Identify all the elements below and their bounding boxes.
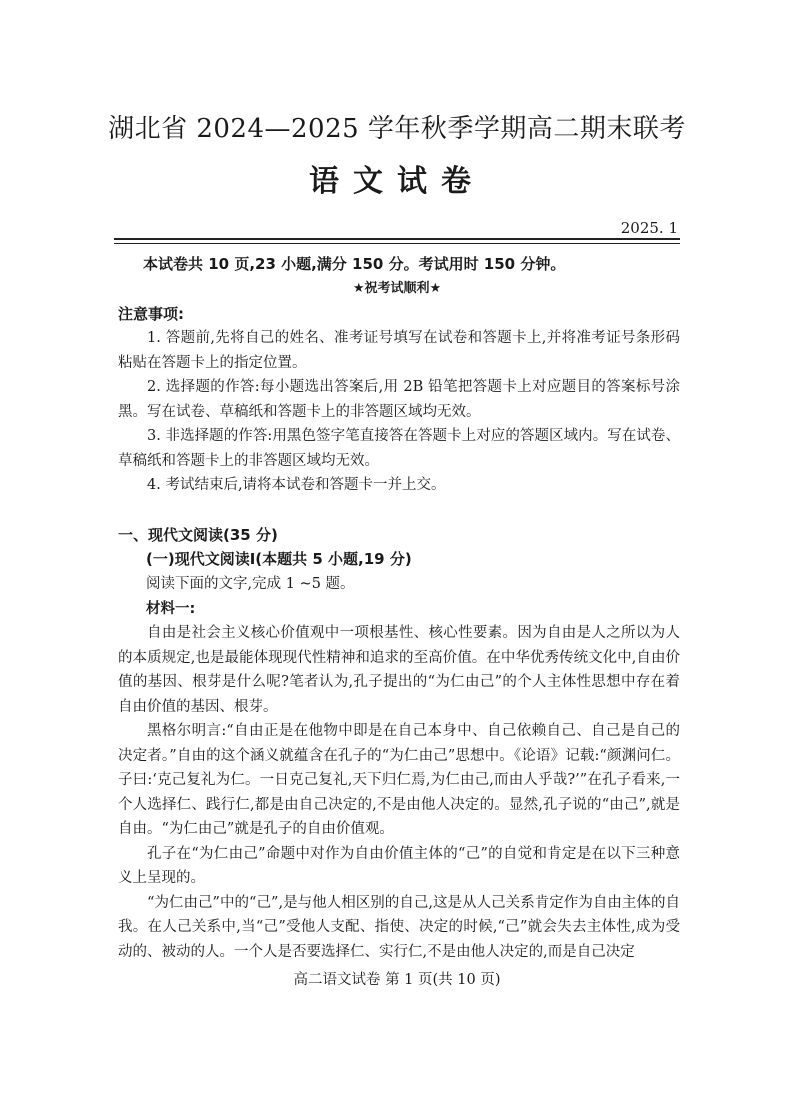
material-label: 材料一: xyxy=(146,601,196,617)
good-luck-banner: ★祝考试顺利★ xyxy=(352,281,442,296)
subject-title: 语文试卷 xyxy=(309,164,485,199)
exam-title: 湖北省 2024—2025 学年秋季学期高二期末联考 xyxy=(108,114,686,144)
header-rule-thick xyxy=(114,238,680,240)
passage-paragraph: 黑格尔明言:“自由正是在他物中即是在自己本身中、自己依赖自己、自己是自己的决定者。”自由的这个涵义就蕴含在孔子的“为仁由己”思想中。《论语》记载:“颜渊问仁。子曰:‘克己复礼为仁。一日克己复礼,天下归仁焉,为仁由己,而由人乎哉?’”在孔子看来,一个人选择仁、践行仁,都是由自己决定的,不是由他人决定的。显然,孔子说的“由己”,就是自由。“为仁由己”就是孔子的自由价值观。 xyxy=(118,723,680,837)
subsection-heading: (一)现代文阅读Ⅰ(本题共 5 小题,19 分) xyxy=(146,550,412,568)
exam-date: 2025. 1 xyxy=(620,219,678,237)
reading-passage xyxy=(118,621,680,964)
notes-list xyxy=(118,326,680,498)
passage-paragraph: 孔子在“为仁由己”命题中对作为自由价值主体的“己”的自觉和肯定是在以下三种意义上呈现的。 xyxy=(118,845,680,886)
notes-heading: 注意事项: xyxy=(118,305,184,323)
header-rule-thin xyxy=(114,243,680,244)
note-item: 3. 非选择题的作答:用黑色签字笔直接答在答题卡上对应的答题区域内。写在试卷、草稿纸和答题卡上的非答题区域均无效。 xyxy=(118,428,680,469)
passage-paragraph: “为仁由己”中的“己”,是与他人相区别的自己,这是从人己关系肯定作为自由主体的自我。在人己关系中,当“己”受他人支配、指使、决定的时候,“己”就会失去主体性,成为受动的、被动的人。一个人是否要选择仁、实行仁,不是由他人决定的,而是自己决定 xyxy=(118,894,680,960)
page-footer: 高二语文试卷 第 1 页(共 10 页) xyxy=(293,972,501,988)
note-item: 2. 选择题的作答:每小题选出答案后,用 2B 铅笔把答题卡上对应题目的答案标号涂黑。写在试卷、草稿纸和答题卡上的非答题区域均无效。 xyxy=(118,379,680,420)
note-item: 4. 考试结束后,请将本试卷和答题卡一并上交。 xyxy=(147,477,446,493)
passage-paragraph: 自由是社会主义核心价值观中一项根基性、核心性要素。因为自由是人之所以为人的本质规定,也是最能体现现代性精神和追求的至高价值。在中华优秀传统文化中,自由价值的基因、根芽是什么呢?笔者认为,孔子提出的“为仁由己”的个人主体性思想中存在着自由价值的基因、根芽。 xyxy=(118,625,680,715)
exam-summary: 本试卷共 10 页,23 小题,满分 150 分。考试用时 150 分钟。 xyxy=(143,255,566,273)
note-item: 1. 答题前,先将自己的姓名、准考证号填写在试卷和答题卡上,并将准考证号条形码粘贴在答题卡上的指定位置。 xyxy=(118,330,680,371)
reading-instruction: 阅读下面的文字,完成 1 ~5 题。 xyxy=(146,576,355,592)
section-heading: 一、现代文阅读(35 分) xyxy=(118,526,278,544)
